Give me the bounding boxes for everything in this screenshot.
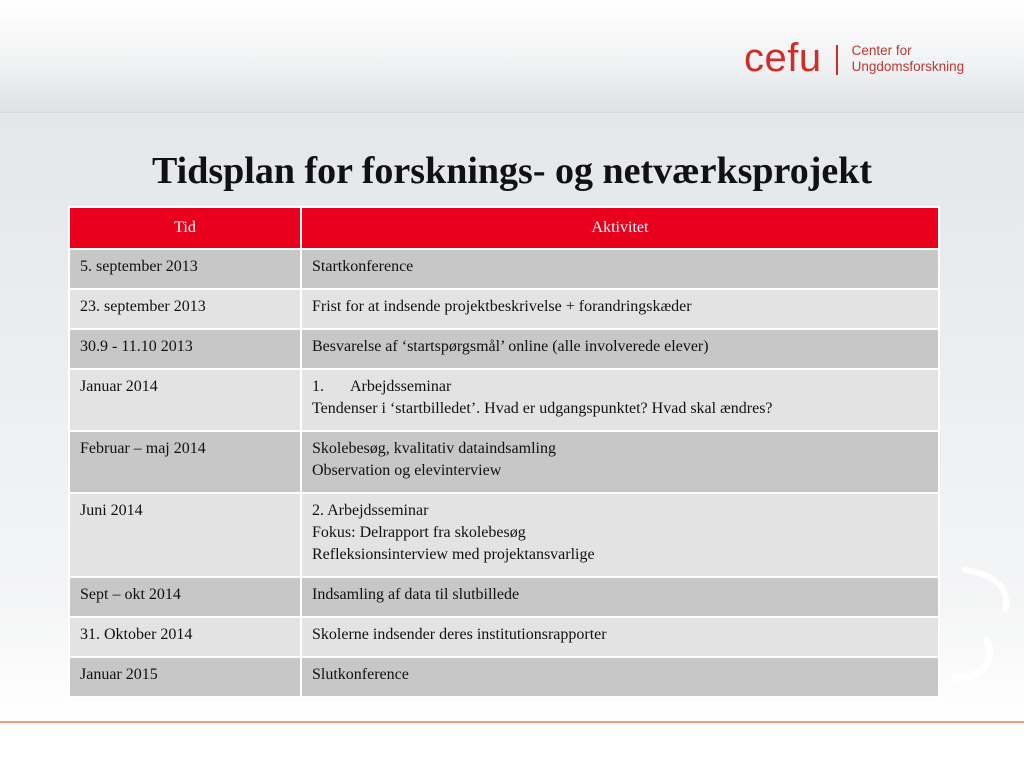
table-row	[69, 329, 939, 369]
table-row	[69, 431, 939, 493]
table-row	[69, 369, 939, 431]
table-header-row	[69, 207, 939, 249]
logo-line-2: Ungdomsforskning	[851, 59, 965, 74]
header-tid: Tid	[69, 207, 301, 249]
activity-line: Indsamling af data til slutbillede	[312, 586, 520, 603]
activity-cell	[301, 289, 939, 329]
logo-text	[852, 43, 965, 75]
header-divider	[0, 112, 1024, 113]
time-cell: Sept – okt 2014	[69, 577, 301, 617]
table-row	[69, 289, 939, 329]
logo-mark: cefu	[744, 36, 822, 80]
table-row	[69, 493, 939, 577]
activity-line: Refleksionsinterview med projektansvarlige	[312, 546, 595, 563]
activity-line: Fokus: Delrapport fra skolebesøg	[312, 524, 526, 541]
activity-cell	[301, 249, 939, 289]
time-cell: Januar 2014	[69, 369, 301, 431]
logo-line-1: Center for	[851, 43, 912, 58]
activity-line: Skolebesøg, kvalitativ dataindsamling	[312, 440, 556, 457]
activity-line	[312, 376, 928, 398]
activity-cell	[301, 369, 939, 431]
time-cell: 23. september 2013	[69, 289, 301, 329]
table-row	[69, 577, 939, 617]
activity-line: Startkonference	[312, 258, 414, 275]
activity-line: Skolerne indsender deres institutionsrapporter	[312, 626, 607, 643]
activity-cell	[301, 329, 939, 369]
page-title: Tidsplan for forsknings- og netværksprojekt	[151, 150, 872, 192]
table-row	[69, 657, 939, 697]
time-cell: Juni 2014	[69, 493, 301, 577]
cefu-logo	[744, 36, 964, 80]
activity-line: Tendenser i ‘startbilledet’. Hvad er udgangspunktet? Hvad skal ændres?	[312, 400, 773, 417]
activity-text: Arbejdsseminar	[350, 378, 452, 395]
footer-band	[0, 723, 1024, 768]
table-row	[69, 249, 939, 289]
time-cell: 30.9 - 11.10 2013	[69, 329, 301, 369]
schedule-table	[68, 206, 940, 698]
table-row	[69, 617, 939, 657]
time-cell: 5. september 2013	[69, 249, 301, 289]
activity-line: Frist for at indsende projektbeskrivelse + forandringskæder	[312, 298, 692, 315]
time-cell: 31. Oktober 2014	[69, 617, 301, 657]
activity-line: Slutkonference	[312, 666, 409, 683]
list-number: 1.	[312, 378, 324, 395]
activity-line: 2. Arbejdsseminar	[312, 502, 429, 519]
activity-cell	[301, 657, 939, 697]
activity-cell	[301, 617, 939, 657]
activity-line: Observation og elevinterview	[312, 462, 502, 479]
activity-line: Besvarelse af ‘startspørgsmål’ online (alle involverede elever)	[312, 338, 709, 355]
activity-cell	[301, 431, 939, 493]
time-cell: Januar 2015	[69, 657, 301, 697]
logo-divider	[836, 45, 838, 75]
header-aktivitet: Aktivitet	[301, 207, 939, 249]
time-cell: Februar – maj 2014	[69, 431, 301, 493]
activity-cell	[301, 577, 939, 617]
activity-cell	[301, 493, 939, 577]
